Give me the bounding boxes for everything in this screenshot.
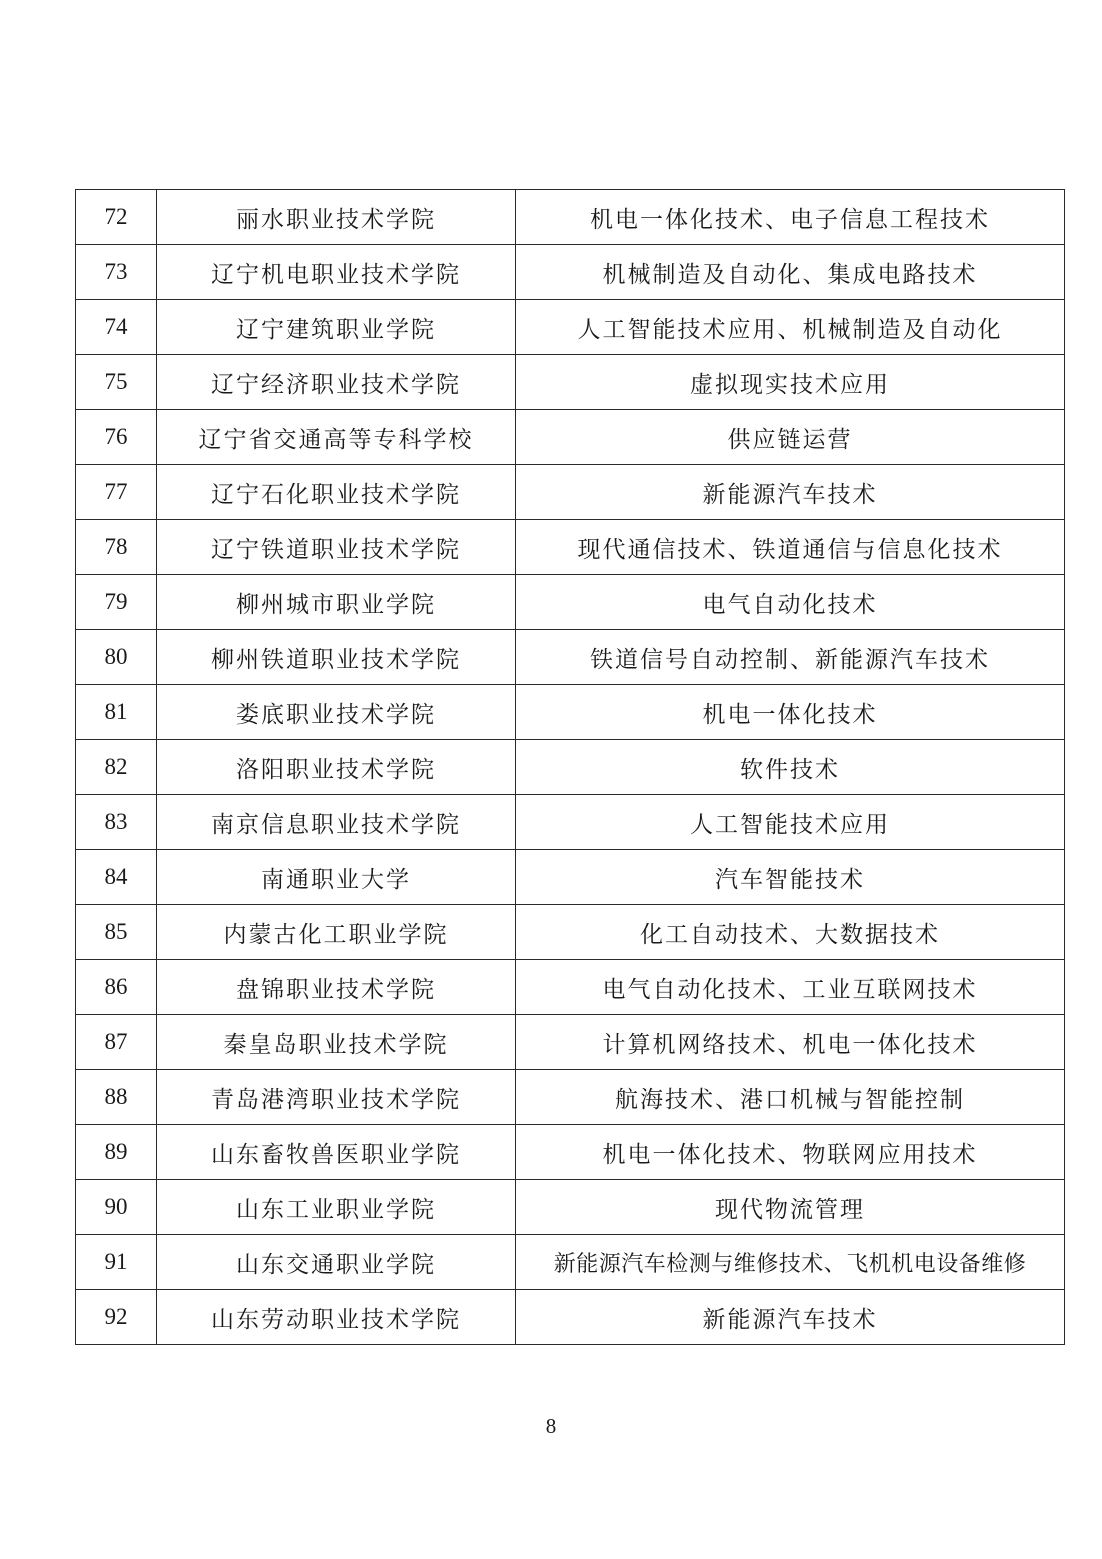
major-list: 现代物流管理 [516, 1180, 1065, 1235]
table-row [76, 960, 1065, 1015]
row-number: 84 [76, 850, 157, 905]
row-number: 78 [76, 520, 157, 575]
row-number: 86 [76, 960, 157, 1015]
table-row [76, 685, 1065, 740]
table-row [76, 300, 1065, 355]
table-row [76, 465, 1065, 520]
table-row [76, 190, 1065, 245]
major-list: 机械制造及自动化、集成电路技术 [516, 245, 1065, 300]
table-row [76, 575, 1065, 630]
row-number: 81 [76, 685, 157, 740]
page-number: 8 [545, 1414, 557, 1438]
major-list: 铁道信号自动控制、新能源汽车技术 [516, 630, 1065, 685]
table-row [76, 850, 1065, 905]
school-name: 辽宁石化职业技术学院 [157, 465, 516, 520]
major-list: 新能源汽车技术 [516, 1290, 1065, 1345]
school-name: 丽水职业技术学院 [157, 190, 516, 245]
row-number: 73 [76, 245, 157, 300]
school-name: 辽宁省交通高等专科学校 [157, 410, 516, 465]
school-name: 山东畜牧兽医职业学院 [157, 1125, 516, 1180]
table-row [76, 1290, 1065, 1345]
row-number: 76 [76, 410, 157, 465]
school-name: 柳州铁道职业技术学院 [157, 630, 516, 685]
row-number: 90 [76, 1180, 157, 1235]
table-row [76, 245, 1065, 300]
major-list: 机电一体化技术、物联网应用技术 [516, 1125, 1065, 1180]
major-list: 机电一体化技术、电子信息工程技术 [516, 190, 1065, 245]
table-row [76, 1125, 1065, 1180]
major-list: 软件技术 [516, 740, 1065, 795]
table-row [76, 630, 1065, 685]
table-row [76, 410, 1065, 465]
school-name: 辽宁建筑职业学院 [157, 300, 516, 355]
school-name: 辽宁铁道职业技术学院 [157, 520, 516, 575]
major-list: 电气自动化技术 [516, 575, 1065, 630]
school-name: 青岛港湾职业技术学院 [157, 1070, 516, 1125]
major-list: 电气自动化技术、工业互联网技术 [516, 960, 1065, 1015]
row-number: 82 [76, 740, 157, 795]
major-list: 计算机网络技术、机电一体化技术 [516, 1015, 1065, 1070]
table-row [76, 905, 1065, 960]
table-row [76, 795, 1065, 850]
school-name: 山东工业职业学院 [157, 1180, 516, 1235]
school-name: 内蒙古化工职业学院 [157, 905, 516, 960]
major-list: 汽车智能技术 [516, 850, 1065, 905]
row-number: 91 [76, 1235, 157, 1290]
table-body [76, 190, 1065, 1345]
school-majors-table [75, 189, 1065, 1345]
row-number: 85 [76, 905, 157, 960]
major-list: 航海技术、港口机械与智能控制 [516, 1070, 1065, 1125]
school-name: 南京信息职业技术学院 [157, 795, 516, 850]
major-list: 新能源汽车检测与维修技术、飞机机电设备维修 [516, 1235, 1065, 1290]
row-number: 79 [76, 575, 157, 630]
school-name: 山东交通职业学院 [157, 1235, 516, 1290]
major-list: 现代通信技术、铁道通信与信息化技术 [516, 520, 1065, 575]
major-list: 人工智能技术应用、机械制造及自动化 [516, 300, 1065, 355]
row-number: 88 [76, 1070, 157, 1125]
school-name: 娄底职业技术学院 [157, 685, 516, 740]
table-row [76, 355, 1065, 410]
table-row [76, 1235, 1065, 1290]
table-row [76, 1180, 1065, 1235]
row-number: 80 [76, 630, 157, 685]
school-name: 南通职业大学 [157, 850, 516, 905]
school-name: 秦皇岛职业技术学院 [157, 1015, 516, 1070]
major-list: 机电一体化技术 [516, 685, 1065, 740]
table-row [76, 740, 1065, 795]
school-name: 洛阳职业技术学院 [157, 740, 516, 795]
row-number: 92 [76, 1290, 157, 1345]
table-row [76, 1070, 1065, 1125]
row-number: 89 [76, 1125, 157, 1180]
table-row [76, 520, 1065, 575]
major-list: 供应链运营 [516, 410, 1065, 465]
school-name: 辽宁经济职业技术学院 [157, 355, 516, 410]
major-list: 新能源汽车技术 [516, 465, 1065, 520]
school-name: 辽宁机电职业技术学院 [157, 245, 516, 300]
row-number: 83 [76, 795, 157, 850]
row-number: 72 [76, 190, 157, 245]
major-list: 化工自动技术、大数据技术 [516, 905, 1065, 960]
school-name: 盘锦职业技术学院 [157, 960, 516, 1015]
row-number: 75 [76, 355, 157, 410]
major-list: 虚拟现实技术应用 [516, 355, 1065, 410]
table-row [76, 1015, 1065, 1070]
school-name: 柳州城市职业学院 [157, 575, 516, 630]
major-list: 人工智能技术应用 [516, 795, 1065, 850]
row-number: 87 [76, 1015, 157, 1070]
row-number: 77 [76, 465, 157, 520]
school-name: 山东劳动职业技术学院 [157, 1290, 516, 1345]
row-number: 74 [76, 300, 157, 355]
